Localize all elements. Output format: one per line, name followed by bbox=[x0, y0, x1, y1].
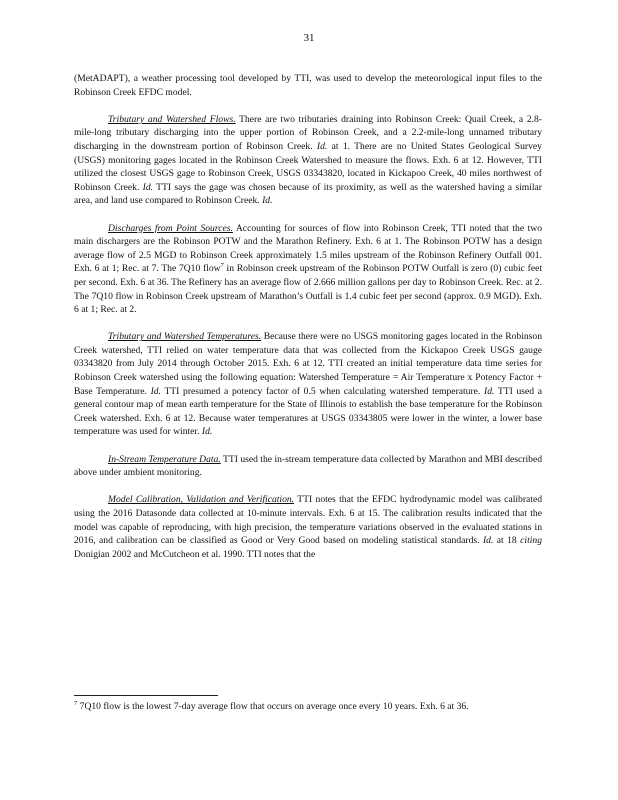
citation-signal: citing bbox=[520, 535, 542, 547]
section-heading-tributary-flows: Tributary and Watershed Flows. bbox=[108, 113, 236, 125]
section-heading-calibration: Model Calibration, Validation and Verification. bbox=[108, 494, 295, 506]
footnote-reference: 7 bbox=[220, 262, 224, 270]
citation-id: Id. bbox=[262, 195, 273, 207]
paragraph-metadapt: (MetADAPT), a weather processing tool developed by TTI, was used to develop the meteorological input files to the Robinson Creek EFDC model. bbox=[74, 73, 542, 98]
paragraph-text: TTI presumed a potency factor of 0.5 when calculating watershed temperature. bbox=[160, 385, 485, 397]
page-number: 31 bbox=[303, 32, 315, 44]
paragraph-tributary-flows bbox=[74, 113, 542, 208]
paragraph-text: TTI notes that the EFDC hydrodynamic model was calibrated using the 2016 Datasonde data collected at 10-minute intervals. Exh. 6 at 15. The calibration results indicated that the model was capable of reproducing, with high precision, the temperature variations observed in the evaluated stations in 2016, and calibration can be classified as Good or Very Good based on modeling statistical standards. bbox=[74, 494, 543, 547]
paragraph-text: at 1. There are no United States Geological Survey (USGS) monitoring gages located in the Robinson Creek Watershed to measure the flows. Exh. 6 at 12. However, TTI utilized the closest USGS gage to Robinson Creek, USGS 03343820, located in Kickapoo Creek, 40 miles northwest of Robinson Creek. bbox=[74, 140, 542, 193]
citation-id: Id. bbox=[201, 426, 213, 438]
paragraph-point-sources bbox=[74, 222, 542, 317]
paragraph-text: Donigian 2002 and McCutcheon et al. 1990. TTI notes that the bbox=[74, 548, 316, 560]
paragraph-temperatures bbox=[74, 330, 542, 439]
section-heading-in-stream: In-Stream Temperature Data. bbox=[108, 453, 221, 465]
citation-id: Id. bbox=[484, 385, 495, 397]
section-heading-temperatures: Tributary and Watershed Temperatures. bbox=[108, 331, 262, 343]
footnote-number: 7 bbox=[74, 699, 78, 707]
paragraph-text: There are two tributaries draining into Robinson Creek: Quail Creek, a 2.8-mile-long tributary discharging into the upper portion of Robinson Creek, and a 2.2-mile-long unnamed tributary discharging in the downstream portion of Robinson Creek. bbox=[74, 113, 543, 152]
paragraph-text: TTI says the gage was chosen because of its proximity, as well as the watershed having a similar area, and land use compared to Robinson Creek. bbox=[74, 181, 542, 207]
body-text bbox=[74, 72, 542, 575]
paragraph-text: TTI used a general contour map of mean earth temperature for the State of Illinois to establish the base temperature for the Robinson Creek watershed. Exh. 6 at 12. Because water temperatures at USGS 03343805 were lower in the winter, a lower base temperature was used for winter. bbox=[74, 385, 543, 438]
paragraph-text: at 18 bbox=[493, 535, 521, 547]
citation-id: Id. bbox=[142, 181, 154, 193]
paragraph-in-stream bbox=[74, 453, 542, 480]
paragraph-text: TTI used the in-stream temperature data collected by Marathon and MBI described above under ambient monitoring. bbox=[74, 453, 542, 479]
citation-id: Id. bbox=[316, 140, 328, 152]
footnote-text: 7Q10 flow is the lowest 7-day average flow that occurs on average once every 10 years. Exh. 6 at 36. bbox=[77, 701, 469, 712]
footnote bbox=[74, 700, 542, 714]
citation-id: Id. bbox=[482, 535, 494, 547]
footnote-divider bbox=[74, 695, 218, 696]
paragraph-text: in Robinson creek upstream of the Robinson POTW Outfall is zero (0) cubic feet per second. Exh. 6 at 36. The Refinery has an average flow of 2.666 million gallons per day to Robinson Creek. Rec. at 2. The 7Q10 flow in Robinson Creek upstream of Marathon’s Outfall is 1.4 cubic feet per second (approx. 0.9 MGD). Exh. 6 at 1; Rec. at 2. bbox=[74, 263, 542, 316]
paragraph-text: Because there were no USGS monitoring gages located in the Robinson Creek watershed, TTI relied on water temperature data that was collected from the Kickapoo Creek USGS gauge 03343820 from July 2014 through October 2015. Exh. 6 at 12. TTI created an initial temperature data time series for Robinson Creek watershed using the following equation: Watershed Temperature = Air Temperature x Potency Factor + Base Temperature. bbox=[74, 331, 542, 397]
section-heading-point-sources: Discharges from Point Sources. bbox=[108, 222, 233, 234]
citation-id: Id. bbox=[150, 385, 161, 397]
paragraph-calibration bbox=[74, 493, 542, 561]
paragraph-text: Accounting for sources of flow into Robinson Creek, TTI noted that the two main dischargers are the Robinson POTW and the Marathon Refinery. Exh. 6 at 1. The Robinson POTW has a design average flow of 2.5 MGD to Robinson Creek approximately 1.5 miles upstream of the Robinson Refinery Outfall 001. Exh. 6 at 1; Rec. at 7. The 7Q10 flow bbox=[74, 222, 543, 275]
